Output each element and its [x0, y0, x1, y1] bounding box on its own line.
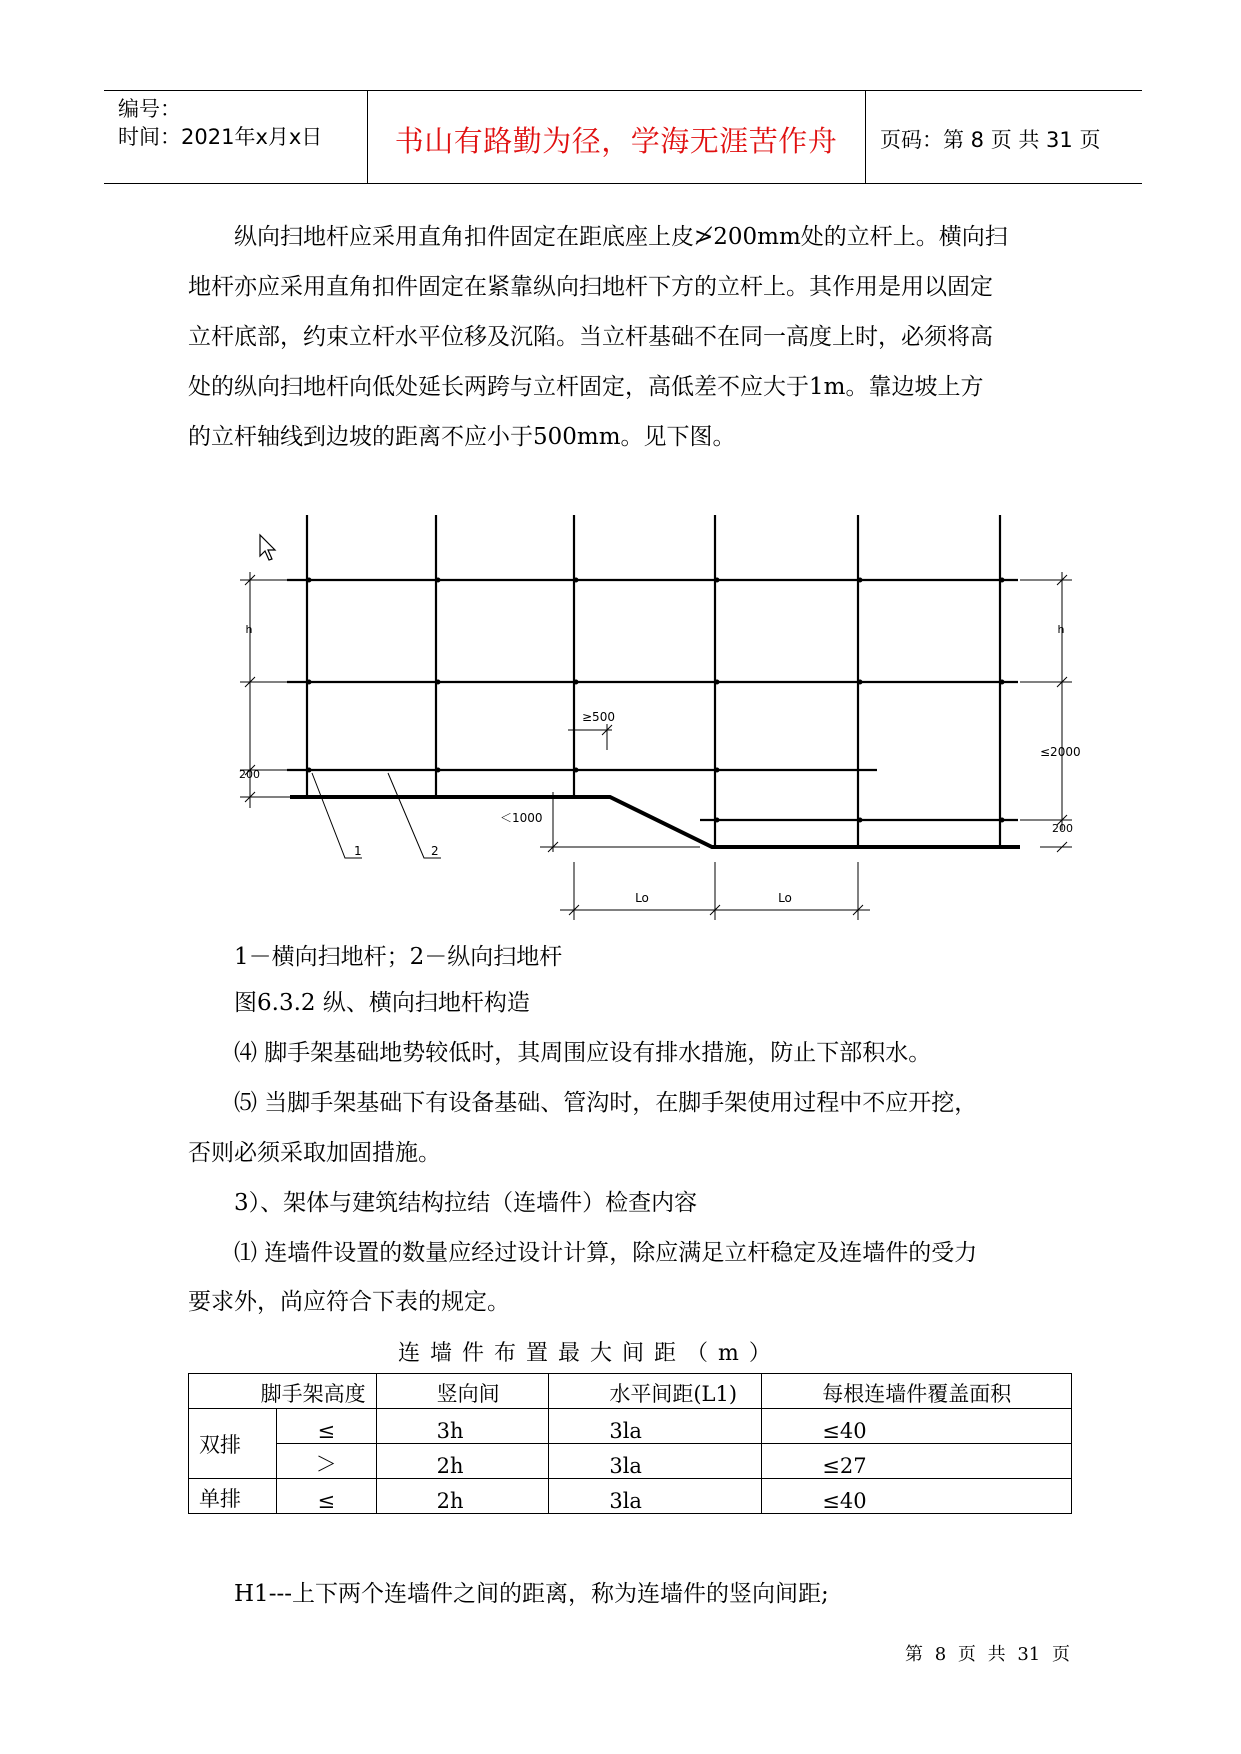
header-motto: 书山有路勤为径，学海无涯苦作舟: [394, 124, 838, 158]
dim-h-right: h: [1057, 623, 1065, 636]
document-number-label: 编号：: [118, 97, 181, 121]
header-left-cell: [104, 91, 368, 183]
paragraph-line: 的立杆轴线到边坡的距离不应小于500mm。见下图。: [188, 424, 736, 450]
table-header-row: [189, 1374, 1072, 1409]
dim-200-right: 200: [1052, 822, 1073, 835]
paragraph-line: 纵向扫地杆应采用直角扣件固定在距底座上皮≯200mm处的立杆上。横向扫: [234, 224, 1008, 250]
item-1-line-1: ⑴ 连墙件设置的数量应经过设计计算，除应满足立杆稳定及连墙件的受力: [234, 1240, 978, 1266]
document-time-label: 时间：2021年x月x日: [118, 125, 323, 149]
wall-tie-spacing-table: [188, 1373, 1072, 1514]
callout-2: 2: [431, 844, 439, 858]
item-5-line-2: 否则必须采取加固措施。: [188, 1140, 441, 1166]
header-page-label: 页码：第 8 页 共 31 页: [880, 128, 1101, 152]
item-5-line-1: ⑸ 当脚手架基础下有设备基础、管沟时，在脚手架使用过程中不应开挖，: [234, 1090, 978, 1116]
row-horizontal: 3la: [549, 1444, 762, 1479]
page-footer: 第 8 页 共 31 页: [905, 1644, 1070, 1665]
dim-ge500: ≥500: [582, 710, 615, 724]
row-cond: ≤: [276, 1479, 376, 1514]
row-vertical: 2h: [376, 1444, 549, 1479]
paragraph-line: 处的纵向扫地杆向低处延长两跨与立杆固定，高低差不应大于1m。靠边坡上方: [188, 374, 984, 400]
row-cond: ≤: [276, 1409, 376, 1444]
dim-lo-2: Lo: [778, 891, 792, 905]
row-area: ≤40: [762, 1479, 1072, 1514]
cursor-arrow-icon: [260, 535, 275, 560]
row-area: ≤40: [762, 1409, 1072, 1444]
row-vertical: 3h: [376, 1409, 549, 1444]
section-3-heading: 3）、架体与建筑结构拉结（连墙件）检查内容: [234, 1190, 698, 1216]
dim-lo-1: Lo: [635, 891, 649, 905]
paragraph-line: 立杆底部，约束立杆水平位移及沉陷。当立杆基础不在同一高度上时，必须将高: [188, 324, 993, 350]
h1-note: H1---上下两个连墙件之间的距离，称为连墙件的竖向间距;: [234, 1581, 829, 1607]
row-area: ≤27: [762, 1444, 1072, 1479]
table-row: [189, 1409, 1072, 1444]
dim-lt1000: ＜1000: [500, 811, 543, 825]
row-type: 单排: [189, 1479, 277, 1514]
dim-200-left: 200: [239, 768, 260, 781]
dim-le2000: ≤2000: [1040, 745, 1081, 759]
table-row: [189, 1479, 1072, 1514]
header-horizontal: 水平间距(L1): [549, 1374, 762, 1409]
figure-caption: 图6.3.2 纵、横向扫地杆构造: [234, 990, 530, 1016]
scaffold-sweep-rod-figure: [220, 505, 1081, 935]
row-horizontal: 3la: [549, 1409, 762, 1444]
row-horizontal: 3la: [549, 1479, 762, 1514]
dim-h-left: h: [245, 623, 253, 636]
figure-legend: 1－横向扫地杆；2－纵向扫地杆: [234, 944, 563, 970]
header-vertical: 竖向间: [376, 1374, 549, 1409]
paragraph-sweep-rod: [188, 212, 1068, 462]
header-area: 每根连墙件覆盖面积: [762, 1374, 1072, 1409]
callout-1: 1: [354, 844, 362, 858]
table-row: [189, 1444, 1072, 1479]
header-right-cell: [865, 91, 1143, 183]
row-type: 双排: [189, 1409, 277, 1479]
header-height: 脚手架高度: [189, 1374, 377, 1409]
page-header: [104, 90, 1142, 184]
row-cond: ＞: [276, 1444, 376, 1479]
row-vertical: 2h: [376, 1479, 549, 1514]
table-title: 连墙件布置最大间距（m）: [398, 1341, 781, 1366]
paragraph-line: 地杆亦应采用直角扣件固定在紧靠纵向扫地杆下方的立杆上。其作用是用以固定: [188, 274, 993, 300]
item-4: ⑷ 脚手架基础地势较低时，其周围应设有排水措施，防止下部积水。: [234, 1040, 932, 1066]
item-1-line-2: 要求外，尚应符合下表的规定。: [188, 1289, 510, 1315]
